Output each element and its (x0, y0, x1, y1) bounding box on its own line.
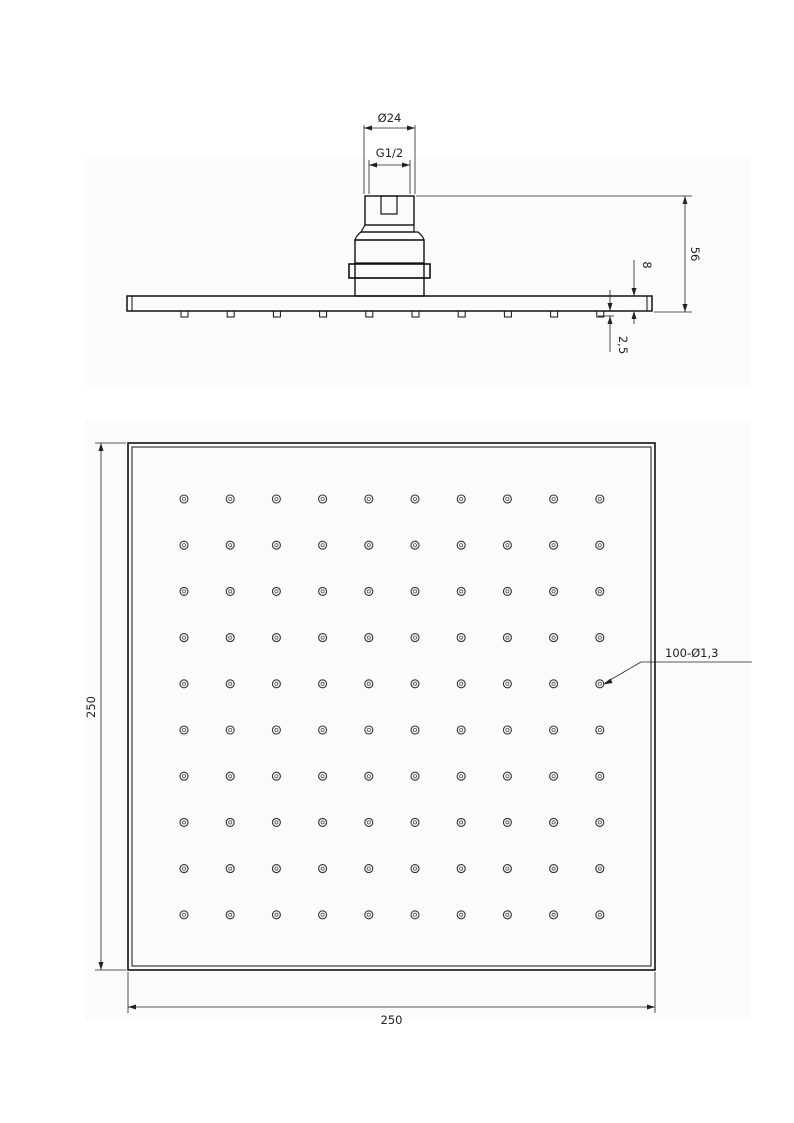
dim-plate-width-label: 250 (380, 1013, 403, 1027)
side-view-panel (85, 157, 750, 387)
dim-thread-label: G1/2 (375, 146, 404, 160)
dim-plate-height-label: 250 (84, 696, 98, 718)
dim-diameter-label: Ø24 (377, 111, 402, 125)
top-view-panel (85, 420, 750, 1020)
dim-height-label: 56 (688, 246, 702, 262)
dim-thickness-label: 8 (640, 261, 654, 269)
dim-nozzle-label: 2,5 (616, 335, 630, 355)
nozzle-count-label: 100-Ø1,3 (665, 646, 719, 660)
